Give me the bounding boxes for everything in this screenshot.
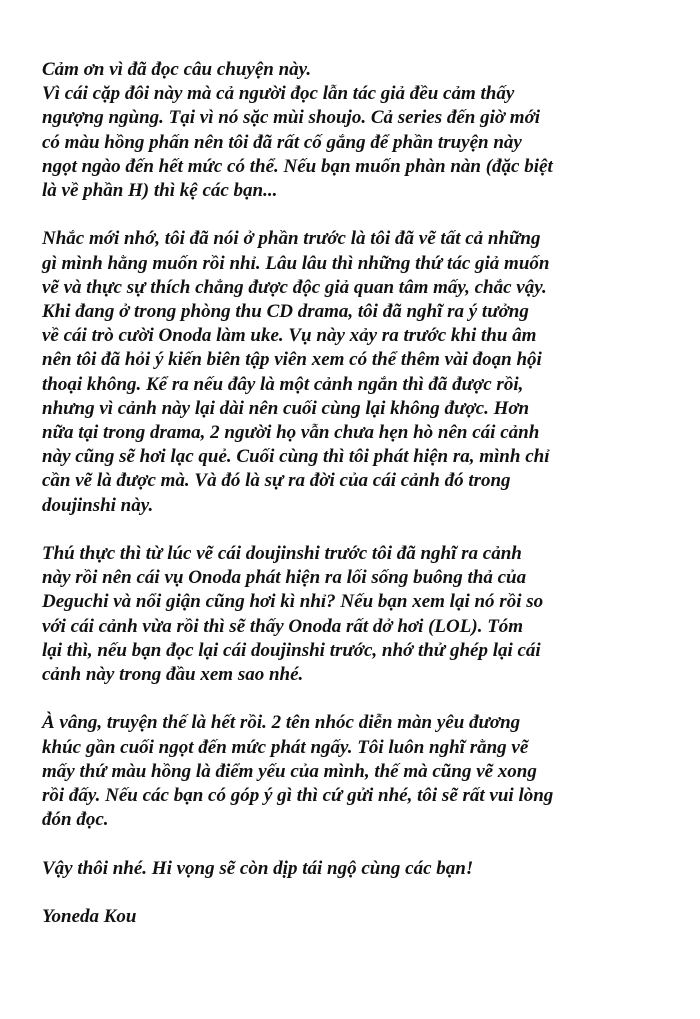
text-line: Vậy thôi nhé. Hi vọng sẽ còn dịp tái ngộ cùng các bạn! [42, 857, 474, 879]
text-line: ngọt ngào đến hết mức có thể. Nếu bạn muốn phàn nàn (đặc biệt [42, 155, 553, 177]
text-line: nên tôi đã hỏi ý kiến biên tập viên xem có thể thêm vài đoạn hội [42, 349, 542, 371]
text-line: cần vẽ là được mà. Và đó là sự ra đời của cái cảnh đó trong [42, 470, 511, 492]
text-line: nữa tại trong drama, 2 người họ vẫn chưa hẹn hò nên cái cảnh [42, 422, 540, 444]
text-line: mấy thứ màu hồng là điểm yếu của mình, thế mà cũng vẽ xong [42, 760, 537, 782]
author-name: Yoneda Kou [42, 906, 137, 928]
text-line: gì mình hằng muốn rồi nhỉ. Lâu lâu thì những thứ tác giả muốn [42, 252, 550, 274]
text-line: ngượng ngùng. Tại vì nó sặc mùi shoujo. Cả series đến giờ mới [42, 107, 541, 129]
text-line: Khi đang ở trong phòng thu CD drama, tôi đã nghĩ ra ý tưởng [42, 301, 529, 323]
text-line: khúc gần cuối ngọt đến mức phát ngấy. Tôi luôn nghĩ rằng vẽ [42, 736, 529, 758]
text-line: là về phần H) thì kệ các bạn... [42, 180, 278, 202]
text-line: về cái trò cười Onoda làm uke. Vụ này xảy ra trước khi thu âm [42, 325, 537, 347]
text-line: với cái cảnh vừa rồi thì sẽ thấy Onoda rất dở hơi (LOL). Tóm [42, 615, 524, 637]
text-line: Vì cái cặp đôi này mà cả người đọc lẫn tác giả đều cảm thấy [42, 83, 515, 105]
text-line: rồi đấy. Nếu các bạn có góp ý gì thì cứ gửi nhé, tôi sẽ rất vui lòng [42, 785, 554, 807]
text-line: Deguchi và nổi giận cũng hơi kì nhỉ? Nếu bạn xem lại nó rồi so [42, 591, 544, 613]
text-line: cảnh này trong đầu xem sao nhé. [42, 664, 304, 686]
text-line: này cũng sẽ hơi lạc quẻ. Cuối cùng thì tôi phát hiện ra, mình chỉ [42, 446, 550, 468]
text-line: Nhắc mới nhớ, tôi đã nói ở phần trước là tôi đã vẽ tất cả những [42, 228, 541, 250]
paragraph-doujinshi [42, 542, 662, 687]
text-line: doujinshi này. [42, 494, 154, 516]
text-line: thoại không. Kể ra nếu đây là một cảnh ngắn thì đã được rồi, [42, 373, 524, 395]
text-line: nhưng vì cảnh này lại dài nên cuối cùng lại không được. Hơn [42, 397, 530, 419]
text-line: lại thì, nếu bạn đọc lại cái doujinshi trước, nhớ thử ghép lại cái [42, 639, 541, 661]
paragraph-ending [42, 711, 662, 832]
text-line: Thú thực thì từ lúc vẽ cái doujinshi trước tôi đã nghĩ ra cảnh [42, 543, 522, 565]
text-line: vẽ và thực sự thích chẳng được độc giả quan tâm mấy, chắc vậy. [42, 276, 547, 298]
text-line: À vâng, truyện thế là hết rồi. 2 tên nhóc diễn màn yêu đương [42, 712, 521, 734]
paragraph-thanks [42, 58, 662, 203]
text-line: có màu hồng phấn nên tôi đã rất cố gắng để phần truyện này [42, 131, 522, 153]
author-signature [42, 905, 662, 929]
text-line: này rồi nên cái vụ Onoda phát hiện ra lối sống buông thả của [42, 567, 527, 589]
text-line: Cảm ơn vì đã đọc câu chuyện này. [42, 59, 312, 80]
text-line: đón đọc. [42, 809, 109, 831]
paragraph-drama [42, 227, 662, 517]
paragraph-farewell [42, 857, 662, 881]
afterword-text [42, 58, 662, 953]
